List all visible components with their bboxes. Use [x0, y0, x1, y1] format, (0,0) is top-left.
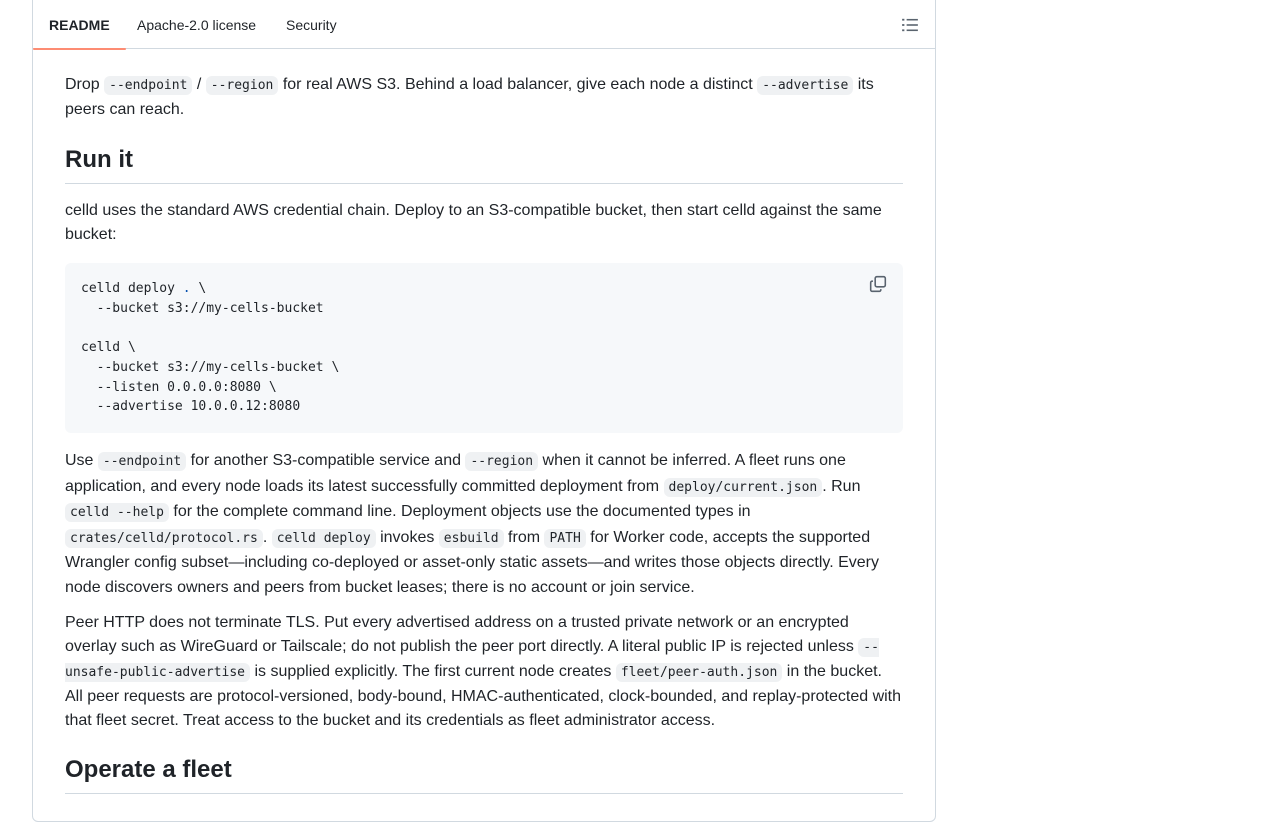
paragraph-run-intro: celld uses the standard AWS credential chain. Deploy to an S3-compatible bucket, then start celld against the same bucket:: [65, 202, 882, 243]
inline-code: deploy/current.json: [664, 478, 823, 497]
inline-code: --region: [206, 76, 279, 95]
paragraph-usage: [65, 449, 903, 600]
code-line: --bucket s3://my-cells-bucket: [81, 300, 324, 316]
text: Use: [65, 452, 98, 469]
text: . Run: [822, 477, 861, 495]
text: when it cannot be inferred. A fleet runs one application, and every node loads its latest successfully committed deployment from: [65, 452, 846, 495]
text: Drop: [65, 76, 105, 93]
inline-code: --endpoint: [104, 76, 192, 95]
inline-code: fleet/peer-auth.json: [616, 663, 783, 682]
code-line: \: [190, 281, 207, 296]
text: /: [192, 76, 206, 93]
inline-code: celld deploy: [272, 529, 376, 548]
tab-readme[interactable]: README: [33, 1, 126, 49]
paragraph-peer-tls: [65, 611, 903, 733]
code-block: [65, 263, 903, 433]
inline-code: crates/celld/protocol.rs: [65, 529, 263, 548]
text: .: [262, 528, 272, 546]
code-line: celld \: [81, 340, 136, 356]
text: is supplied explicitly. The first current node creates: [250, 663, 616, 680]
paragraph-endpoint-note: [65, 73, 903, 122]
tab-security[interactable]: Security: [286, 17, 337, 33]
text: in the bucket. All peer requests are protocol-versioned, body-bound, HMAC-authenticated, clock-bounded, and replay-protected with that fleet secret. Treat access to the bucket and its credentials as fleet administrator access.: [65, 663, 902, 729]
inline-code: --advertise: [757, 76, 853, 95]
list-unordered-icon[interactable]: [901, 16, 919, 34]
code-content[interactable]: [81, 279, 887, 417]
code-line: --listen 0.0.0.0:8080 \: [81, 379, 277, 395]
inline-code: --unsafe-public-advertise: [65, 640, 879, 680]
text: Peer HTTP does not terminate TLS. Put every advertised address on a trusted private network or an encrypted overlay such as WireGuard or Tailscale; do not publish the peer port directly. A literal public IP is rejected unless: [65, 614, 859, 655]
readme-panel: [32, 0, 936, 822]
copy-icon[interactable]: [869, 275, 889, 295]
heading-operate-fleet: Operate a fleet: [65, 755, 903, 794]
text: for real AWS S3. Behind a load balancer, give each node a distinct: [278, 76, 758, 93]
code-line: celld deploy: [81, 281, 183, 296]
text: for another S3-compatible service and: [186, 452, 466, 469]
text: its peers can reach.: [65, 76, 874, 118]
inline-code: celld --help: [65, 503, 169, 522]
inline-code: PATH: [544, 529, 585, 548]
text: from: [503, 528, 545, 546]
code-line: --advertise 10.0.0.12:8080: [81, 399, 301, 415]
inline-code: --endpoint: [98, 452, 186, 471]
readme-tab-bar: [33, 0, 935, 49]
code-token: .: [182, 281, 191, 296]
heading-run-it: Run it: [65, 145, 903, 184]
text: invokes: [375, 528, 439, 546]
code-line: --bucket s3://my-cells-bucket \: [81, 359, 340, 375]
inline-code: --region: [465, 452, 538, 471]
tab-license[interactable]: Apache-2.0 license: [137, 17, 257, 33]
text: for Worker code, accepts the supported Wrangler config subset—including co-deployed or asset-only static assets—and writes those objects directly. Every node discovers owners and peers from bucket leases; there is no account or join service.: [65, 528, 880, 596]
inline-code: esbuild: [439, 529, 504, 548]
text: for the complete command line. Deployment objects use the documented types in: [168, 503, 751, 520]
